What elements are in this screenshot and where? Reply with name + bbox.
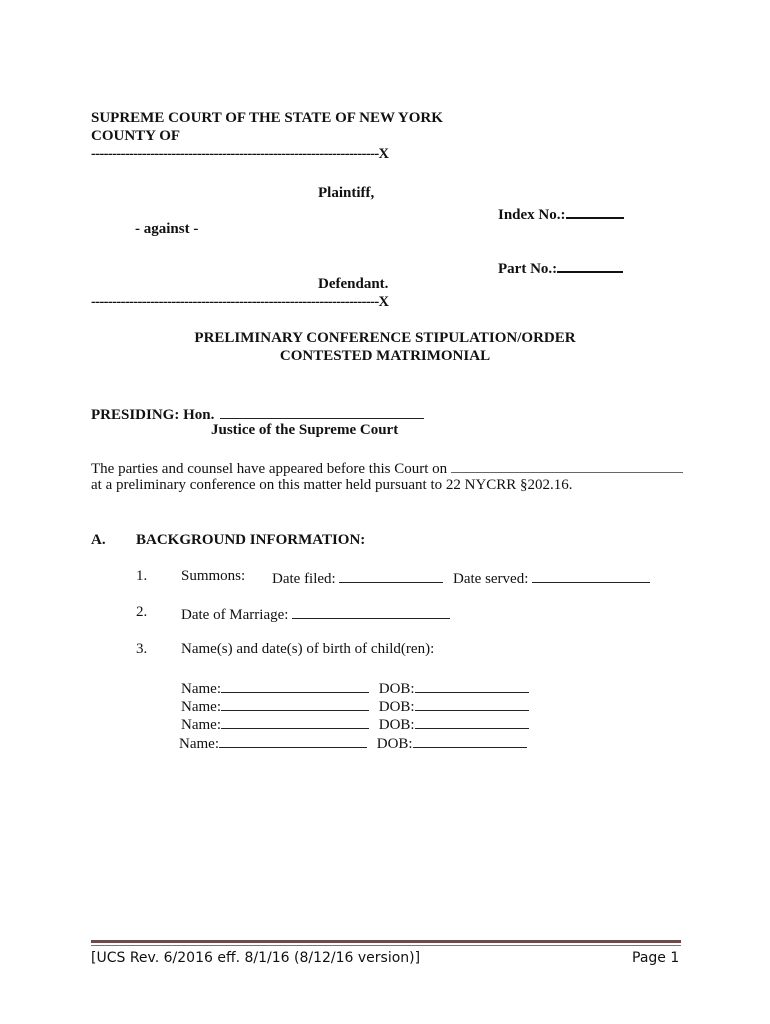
justice-title: Justice of the Supreme Court bbox=[211, 422, 399, 438]
child-row[interactable] bbox=[181, 696, 529, 716]
county-label: COUNTY OF bbox=[91, 128, 181, 144]
against-label: - against - bbox=[135, 221, 199, 237]
index-no-field[interactable] bbox=[498, 203, 624, 224]
presiding-field[interactable] bbox=[91, 404, 424, 424]
child-row[interactable] bbox=[181, 714, 529, 734]
child-name-blank[interactable] bbox=[219, 733, 367, 748]
appearance-line-1 bbox=[91, 458, 683, 478]
date-filed-label: Date filed: bbox=[272, 571, 336, 587]
defendant-label: Defendant. bbox=[318, 276, 389, 292]
date-served-label: Date served: bbox=[453, 571, 529, 587]
section-a-letter: A. bbox=[91, 532, 106, 548]
date-filed-blank[interactable] bbox=[339, 568, 443, 583]
child-name-label: Name: bbox=[181, 699, 221, 715]
date-served-blank[interactable] bbox=[532, 568, 650, 583]
children-label: Name(s) and date(s) of birth of child(ren): bbox=[181, 641, 435, 657]
child-dob-blank[interactable] bbox=[415, 714, 529, 729]
child-dob-blank[interactable] bbox=[415, 696, 529, 711]
child-dob-blank[interactable] bbox=[413, 733, 527, 748]
child-dob-label: DOB: bbox=[376, 736, 413, 752]
item-3-number: 3. bbox=[136, 641, 148, 657]
child-dob-label: DOB: bbox=[378, 681, 415, 697]
child-row[interactable] bbox=[179, 733, 527, 753]
child-name-label: Name: bbox=[181, 681, 221, 697]
child-dob-label: DOB: bbox=[378, 717, 415, 733]
footer-rule-thick bbox=[91, 940, 681, 943]
presiding-label: PRESIDING: Hon. bbox=[91, 407, 215, 423]
child-dob-blank[interactable] bbox=[415, 678, 529, 693]
item-1-number: 1. bbox=[136, 568, 148, 584]
caption-divider-bottom: --------------------------------------------------------------------X bbox=[91, 294, 389, 310]
footer-rule-thin bbox=[91, 945, 681, 946]
child-name-blank[interactable] bbox=[221, 678, 369, 693]
date-served-field[interactable] bbox=[453, 568, 650, 588]
part-no-blank[interactable] bbox=[557, 257, 623, 273]
child-name-label: Name: bbox=[181, 717, 221, 733]
child-dob-label: DOB: bbox=[378, 699, 415, 715]
summons-label: Summons: bbox=[181, 568, 246, 584]
footer-revision: [UCS Rev. 6/2016 eff. 8/1/16 (8/12/16 version)] bbox=[91, 950, 421, 966]
appearance-text-2: at a preliminary conference on this matter held pursuant to 22 NYCRR §202.16. bbox=[91, 477, 573, 493]
presiding-justice-blank[interactable] bbox=[220, 404, 424, 419]
date-filed-field[interactable] bbox=[272, 568, 443, 588]
index-no-label: Index No.: bbox=[498, 207, 566, 223]
date-of-marriage-field[interactable] bbox=[181, 604, 450, 624]
section-a-heading: BACKGROUND INFORMATION: bbox=[136, 532, 366, 548]
date-of-marriage-blank[interactable] bbox=[292, 604, 450, 619]
child-name-blank[interactable] bbox=[221, 696, 369, 711]
plaintiff-label: Plaintiff, bbox=[318, 185, 375, 201]
document-subtitle: CONTESTED MATRIMONIAL bbox=[279, 348, 491, 364]
date-of-marriage-label: Date of Marriage: bbox=[181, 607, 289, 623]
document-title: PRELIMINARY CONFERENCE STIPULATION/ORDER bbox=[194, 330, 576, 346]
index-no-blank[interactable] bbox=[566, 203, 624, 219]
part-no-field[interactable] bbox=[498, 257, 623, 278]
item-2-number: 2. bbox=[136, 604, 148, 620]
court-name: SUPREME COURT OF THE STATE OF NEW YORK bbox=[91, 110, 443, 126]
part-no-label: Part No.: bbox=[498, 261, 558, 277]
child-row[interactable] bbox=[181, 678, 529, 698]
page-number: Page 1 bbox=[632, 950, 680, 966]
child-name-label: Name: bbox=[179, 736, 219, 752]
caption-divider-top: --------------------------------------------------------------------X bbox=[91, 146, 389, 162]
appearance-text-1: The parties and counsel have appeared before this Court on bbox=[91, 461, 448, 477]
appearance-date-blank[interactable] bbox=[451, 458, 683, 473]
child-name-blank[interactable] bbox=[221, 714, 369, 729]
